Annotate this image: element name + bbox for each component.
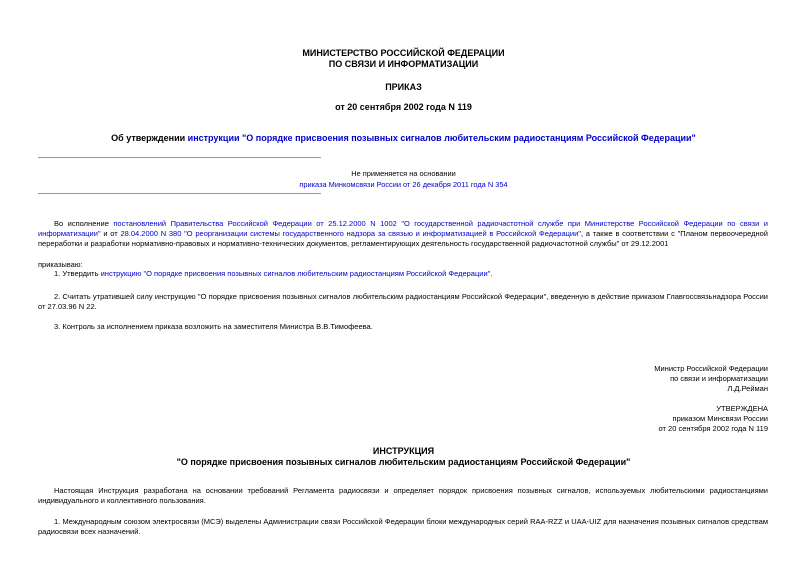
preamble-decree-link-380[interactable]: 28.04.2000 N 380 "О реорганизации системы государственного надзора за связью и информатизацией в Российской Федерации" — [120, 229, 581, 238]
item1-instruction-link[interactable]: инструкцию "О порядке присвоения позывных сигналов любительским радиостанциям Российской Федерации" — [100, 269, 491, 278]
signature-title: Министр Российской Федерации — [654, 364, 768, 373]
title-instruction-link[interactable]: инструкции "О порядке присвоения позывных сигналов любительским радиостанциям Российской Федерации" — [187, 133, 696, 143]
document-date: от 20 сентября 2002 года N 119 — [335, 102, 472, 112]
document-type: ПРИКАЗ — [385, 82, 422, 92]
document-title — [20, 133, 787, 144]
status-order-link[interactable]: приказа Минкомсвязи России от 26 декабря 2011 года N 354 — [299, 180, 508, 189]
ministry-name-line1: МИНИСТЕРСТВО РОССИЙСКОЙ ФЕДЕРАЦИИ — [302, 48, 505, 58]
signature-ministry: по связи и информатизации — [670, 374, 768, 383]
preamble-text3: , а также в соответствии с "Планом первоочередной переработки и разработки нормативно-правовых и нормативно-технических документов, регламентирующих деятельность государственной радиочастотной службы" от 29.12.2001 — [38, 229, 768, 248]
title-prefix: Об утверждении — [111, 133, 188, 143]
preamble-text2: и от — [100, 229, 121, 238]
item1-end: . — [490, 269, 493, 278]
approved-label: УТВЕРЖДЕНА — [716, 404, 768, 413]
order-item-2: 2. Считать утратившей силу инструкцию "О порядке присвоения позывных сигналов любительским радиостанциям Российской Федерации", введенную в действие приказом Главгоссвязьнадзора России от 27.03.96 N 22. — [38, 292, 768, 311]
approved-date: от 20 сентября 2002 года N 119 — [658, 424, 768, 433]
ministry-name-line2: ПО СВЯЗИ И ИНФОРМАТИЗАЦИИ — [328, 59, 479, 69]
preamble-paragraph — [38, 219, 768, 249]
divider-bottom — [38, 193, 321, 194]
approved-by: приказом Минсвязи России — [672, 414, 768, 423]
instruction-item-1: 1. Международным союзом электросвязи (МСЭ) выделены Администрации связи Российской Федерации блоки международных серий RAA-RZZ и UAA-UIZ для назначения позывных сигналов средствам радиосвязи всех назначений. — [38, 517, 768, 536]
preamble-text1: Во исполнение — [54, 219, 114, 228]
signature-name: Л.Д.Рейман — [727, 384, 768, 393]
order-item-3: 3. Контроль за исполнением приказа возложить на заместителя Министра В.В.Тимофеева. — [54, 322, 373, 331]
order-word: приказываю: — [38, 260, 83, 269]
status-text: Не применяется на основании — [351, 169, 456, 178]
instruction-subtitle: "О порядке присвоения позывных сигналов любительским радиостанциям Российской Федерации" — [176, 457, 631, 467]
preamble-decree-link-1002[interactable]: постановлений Правительства Российской Федерации от 25.12.2000 N 1002 "О государственной радиочастотной службе при Министерстве Российской Федерации по связи и информатизации" — [38, 219, 768, 238]
order-item-1 — [54, 269, 768, 279]
instruction-title: ИНСТРУКЦИЯ — [372, 446, 435, 456]
instruction-intro-paragraph: Настоящая Инструкция разработана на основании требований Регламента радиосвязи и определяет порядок присвоения позывных сигналов, используемых любительскими радиостанциями индивидуального и коллективного пользования. — [38, 486, 768, 505]
status-line2 — [240, 180, 567, 189]
divider-top — [38, 157, 321, 158]
item1-text: 1. Утвердить — [54, 269, 101, 278]
